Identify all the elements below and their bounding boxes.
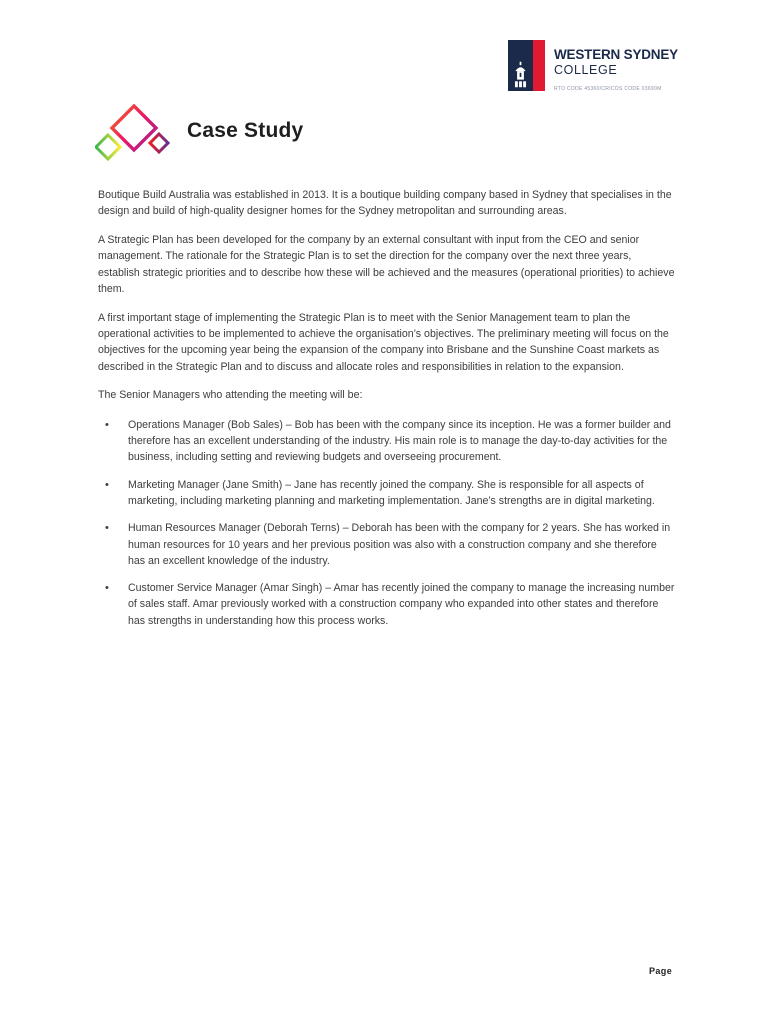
list-item-marketing-manager: • Marketing Manager (Jane Smith) – Jane has recently joined the company. She is responsible for all aspects of marketing, including marketing planning and marketing implementation. Jane’s strengths are in digital marketing. [98, 477, 676, 510]
page-title: Case Study [187, 119, 304, 142]
tower-icon [512, 61, 529, 88]
college-rto-codes: RTO CODE 45360/CRICOS CODE 03690M [554, 86, 662, 92]
managers-list [98, 417, 676, 629]
college-logo-text [554, 47, 678, 92]
paragraph-implementation: A first important stage of implementing the Strategic Plan is to meet with the Senior Management team to plan the operational activities to be implemented to achieve the organisation’s objectives. The preliminary meeting will focus on the objectives for the upcoming year being the expansion of the company into Brisbane and the Sunshine Coast markets as described in the Strategic Plan and to discuss and allocate roles and responsibilities in relation to the expansion. [98, 311, 669, 373]
page-number-label: Page [649, 966, 673, 976]
paragraph-company-background: Boutique Build Australia was established in 2013. It is a boutique building company based in Sydney that specialises in the design and build of high-quality designer homes for the Sydney metropolitan and surrounding areas. [98, 189, 672, 218]
document-body [98, 187, 676, 640]
college-flag-mark [508, 40, 545, 91]
paragraph-managers-intro: The Senior Managers who attending the meeting will be: [98, 389, 363, 402]
flag-red-stripe [533, 40, 545, 91]
college-name-line1: WESTERN SYDNEY [554, 47, 678, 62]
diamonds-logo-icon [95, 104, 173, 162]
list-item-hr-manager: • Human Resources Manager (Deborah Terns) – Deborah has been with the company for 2 years. She has worked in human resources for 10 years and her previous position was also with a construction company and she therefore has an excellent knowledge of the industry. [98, 520, 676, 569]
list-item-operations-manager: • Operations Manager (Bob Sales) – Bob has been with the company since its inception. He was a former builder and therefore has an excellent understanding of the industry. His main role is to manage the day-to-day activities for the business, including setting and reviewing budgets and overseeing procurement. [98, 417, 676, 466]
title-row [95, 104, 303, 162]
college-name-line2: COLLEGE [554, 63, 618, 77]
list-item-customer-service-manager: • Customer Service Manager (Amar Singh) – Amar has recently joined the company to manage the increasing number of sales staff. Amar previously worked with a construction company who expanded into other states and therefore has strengths in understanding how this process works. [98, 580, 676, 629]
paragraph-strategic-plan: A Strategic Plan has been developed for the company by an external consultant with input from the CEO and senior management. The rationale for the Strategic Plan is to set the direction for the company over the next three years, establish strategic priorities and to describe how these will be achieved and the measures (operational priorities) to achieve them. [98, 234, 675, 295]
